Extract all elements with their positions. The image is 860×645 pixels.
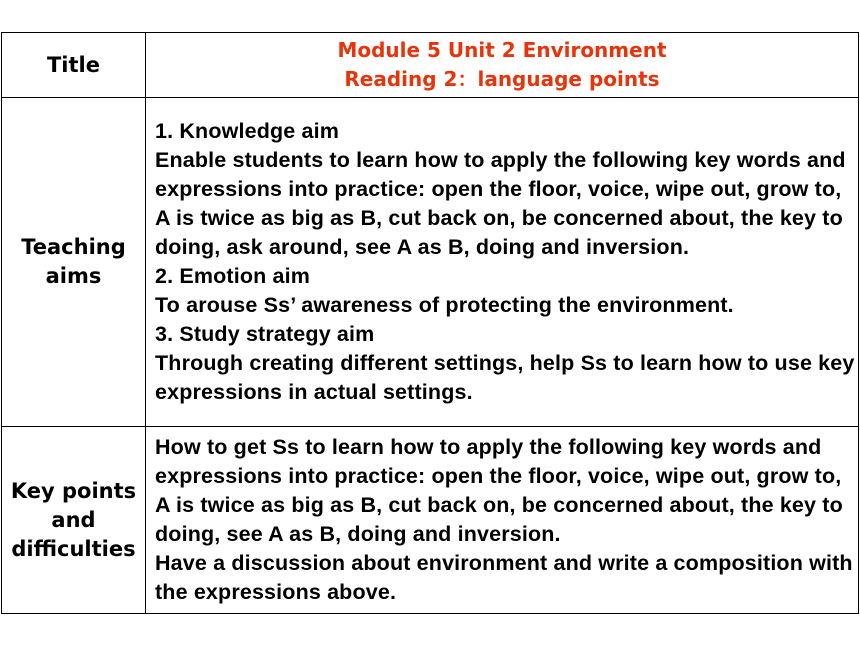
lesson-title-line2: Reading 2：language points — [344, 67, 660, 91]
teaching-aims-header-cell — [2, 98, 146, 427]
knowledge-aim-heading: 1. Knowledge aim — [155, 119, 339, 143]
key-points-label-line2: and — [51, 507, 96, 532]
knowledge-aim-text: Enable students to learn how to apply the following key words and expressions into practice: open the floor, voice, wipe out, grow to, A is twice as big as B, cut back on, be concerned about, the key to doing, ask around, see A as B, doing and inversion. — [155, 148, 846, 259]
key-points-text: How to get Ss to learn how to apply the following key words and expressions into practice: open the floor, voice, wipe out, grow to, A is twice as big as B, cut back on, be concerned about, the key to doing, see A as B, doing and inversion. — [155, 435, 843, 546]
title-header-cell — [2, 33, 146, 98]
lesson-plan-table — [1, 32, 859, 614]
key-points-content-cell — [146, 427, 859, 614]
teaching-aims-label-line1: Teaching — [21, 235, 126, 259]
study-strategy-aim-text: Through creating different settings, help Ss to learn how to use key expressions in actual settings. — [155, 351, 855, 404]
title-value-cell — [146, 33, 859, 98]
emotion-aim-heading: 2. Emotion aim — [155, 264, 311, 288]
lesson-title-line1: Module 5 Unit 2 Environment — [337, 38, 667, 62]
key-points-header-cell — [2, 427, 146, 614]
key-points-label-line1: Key points — [10, 478, 137, 503]
key-points-row — [2, 427, 859, 614]
title-header-label: Title — [46, 52, 100, 77]
discussion-task-text: Have a discussion about environment and write a composition with the expressions above. — [155, 551, 853, 604]
key-points-label-line3: difficulties — [11, 536, 136, 561]
title-row — [2, 33, 859, 98]
teaching-aims-label-line2: aims — [45, 264, 102, 288]
study-strategy-aim-heading: 3. Study strategy aim — [155, 322, 375, 346]
teaching-aims-row — [2, 98, 859, 427]
teaching-aims-content-cell — [146, 98, 859, 427]
emotion-aim-text: To arouse Ss’ awareness of protecting the environment. — [155, 293, 734, 317]
